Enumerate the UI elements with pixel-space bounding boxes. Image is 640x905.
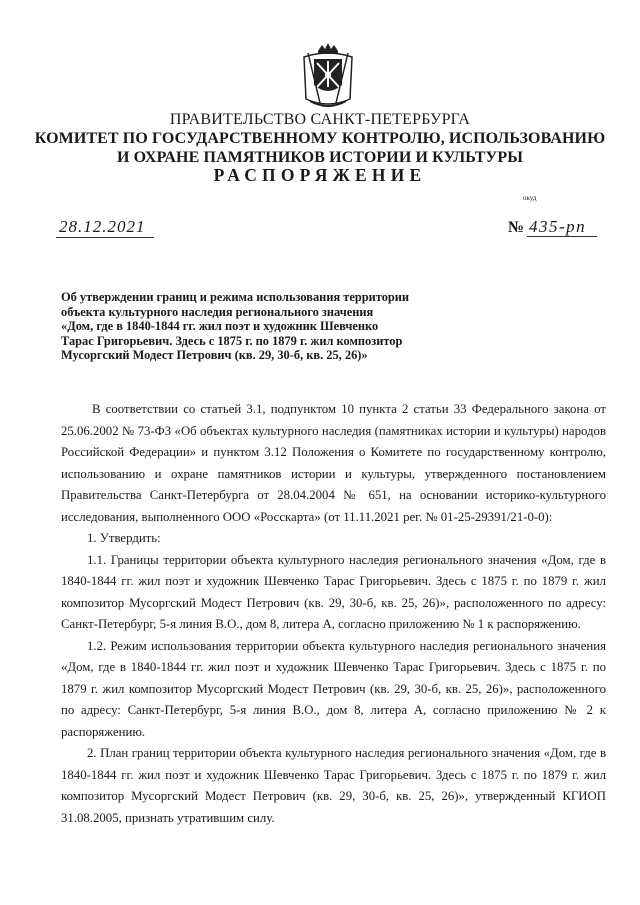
number-underline [527,236,597,237]
item-2: 2. План границ территории объекта культурного наследия регионального значения «Дом, где в 1840-1844 гг. жил поэт и художник Шевченко Тарас Григорьевич. Здесь с 1875 г. по 1879 г. жил композитор Мусоргский Модест Петрович (кв. 29, 30-б, кв. 25, 26)», утвержденный КГИОП 31.08.2005, признать утратившим силу. [61,746,606,825]
subject-line: Мусоргский Модест Петрович (кв. 29, 30-б, кв. 25, 26)» [61,348,368,363]
number-sign: № [508,219,525,236]
committee-title-line2: И ОХРАНЕ ПАМЯТНИКОВ ИСТОРИИ И КУЛЬТУРЫ [116,149,524,166]
document-date: 28.12.2021 [59,217,146,236]
date-underline [56,237,154,238]
subject-line: Тарас Григорьевич. Здесь с 1875 г. по 1879 г. жил композитор [61,333,403,348]
item-1: 1. Утвердить: [87,531,161,545]
committee-title [0,129,640,167]
document-type-heading: РАСПОРЯЖЕНИЕ [213,165,427,185]
government-title: ПРАВИТЕЛЬСТВО САНКТ-ПЕТЕРБУРГА [169,111,471,128]
subject-line: «Дом, где в 1840-1844 гг. жил поэт и художник Шевченко [61,319,379,334]
item-1-2: 1.2. Режим использования территории объекта культурного наследия регионального значения «Дом, где в 1840-1844 гг. жил поэт и художник Шевченко Тарас Григорьевич. Здесь с 1875 г. по 1879 г. жил композитор Мусоргский Модест Петрович (кв. 29, 30-б, кв. 25, 26)», расположенного по адресу: Санкт-Петербург, 5-я линия В.О., дом 8, литера А, согласно приложению № 2 к распоряжению. [61,638,606,739]
committee-title-line1: КОМИТЕТ ПО ГОСУДАРСТВЕННОМУ КОНТРОЛЮ, ИСПОЛЬЗОВАНИЮ [34,130,606,147]
preamble-paragraph: В соответствии со статьей 3.1, подпунктом 10 пункта 2 статьи 33 Федерального закона от 25.06.2002 № 73-ФЗ «Об объектах культурного наследия (памятниках истории и культуры) народов Российской Федерации» и пунктом 3.12 Положения о Комитете по государственному контролю, использованию и охране памятников истории и культуры, утвержденного постановлением Правительства Санкт-Петербурга от 28.04.2004 № 651, на основании историко-культурного исследования, выполненного ООО «Росскарта» (от 11.11.2021 рег. № 01-25-29391/21-0-0): [61,402,606,524]
document-body [61,399,606,829]
coat-of-arms-emblem [300,41,356,111]
document-subject [61,290,461,363]
subject-line: Об утверждении границ и режима использования территории [61,290,410,304]
item-1-1: 1.1. Границы территории объекта культурного наследия регионального значения «Дом, где в 1840-1844 гг. жил поэт и художник Шевченко Тарас Григорьевич. Здесь с 1875 г. по 1879 г. жил композитор Мусоргский Модест Петрович (кв. 29, 30-б, кв. 25, 26)», расположенного по адресу: Санкт-Петербург, 5-я линия В.О., дом 8, литера А, согласно приложению № 1 к распоряжению. [61,552,606,631]
subject-line: объекта культурного наследия регионального значения [61,304,374,319]
okud-label: окуд [523,194,537,202]
document-number: 435-рп [529,217,587,236]
